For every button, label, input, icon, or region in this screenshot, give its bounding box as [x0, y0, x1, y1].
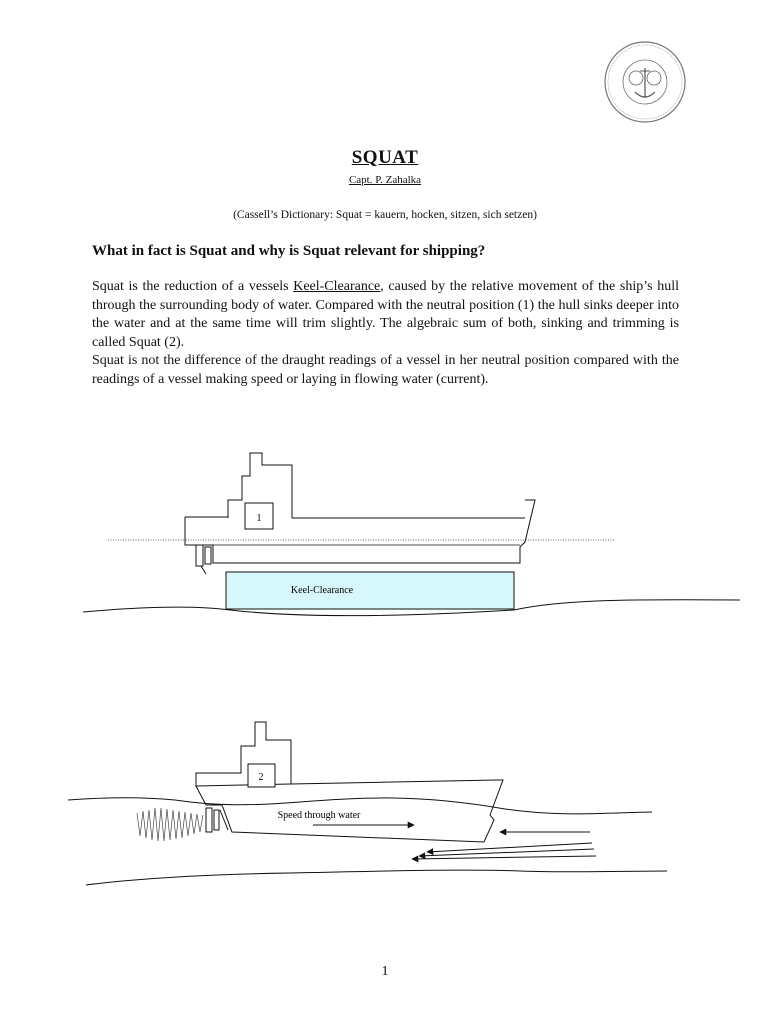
dictionary-note: (Cassell’s Dictionary: Squat = kauern, hocken, sitzen, sich setzen)	[233, 209, 537, 221]
figure-1-neutral-ship	[108, 453, 615, 574]
document-title: SQUAT	[351, 147, 419, 168]
keel-clearance-label: Keel-Clearance	[290, 585, 354, 596]
current-arrows	[412, 832, 596, 859]
author-line: Capt. P. Zahalka	[348, 174, 422, 186]
seabed-line-2	[86, 870, 667, 885]
propeller-wash	[137, 808, 203, 841]
keel-clearance-area	[226, 572, 514, 609]
speed-through-water-label: Speed through water	[277, 810, 361, 821]
page-number: 1	[381, 964, 389, 979]
section-heading: What in fact is Squat and why is Squat relevant for shipping?	[92, 243, 486, 259]
figure-2-position-label: 2	[258, 772, 264, 783]
paragraph-1: Squat is the reduction of a vessels Keel-Clearance, caused by the relative movement of the ship’s hull through the surrounding body of water. Compared with the neutral position (1) the hull sinks deeper into the water and at the same time will trim slightly. The algebraic sum of both, sinking and trimming is called Squat (2).	[92, 279, 679, 350]
figure-2-squatting-ship	[196, 722, 503, 842]
figure-1-position-label: 1	[256, 513, 262, 524]
paragraph-2: Squat is not the difference of the draught readings of a vessel in her neutral position compared with the readings of a vessel making speed or laying in flowing water (current).	[92, 353, 679, 387]
keel-clearance-term: Keel-Clearance	[293, 279, 381, 294]
